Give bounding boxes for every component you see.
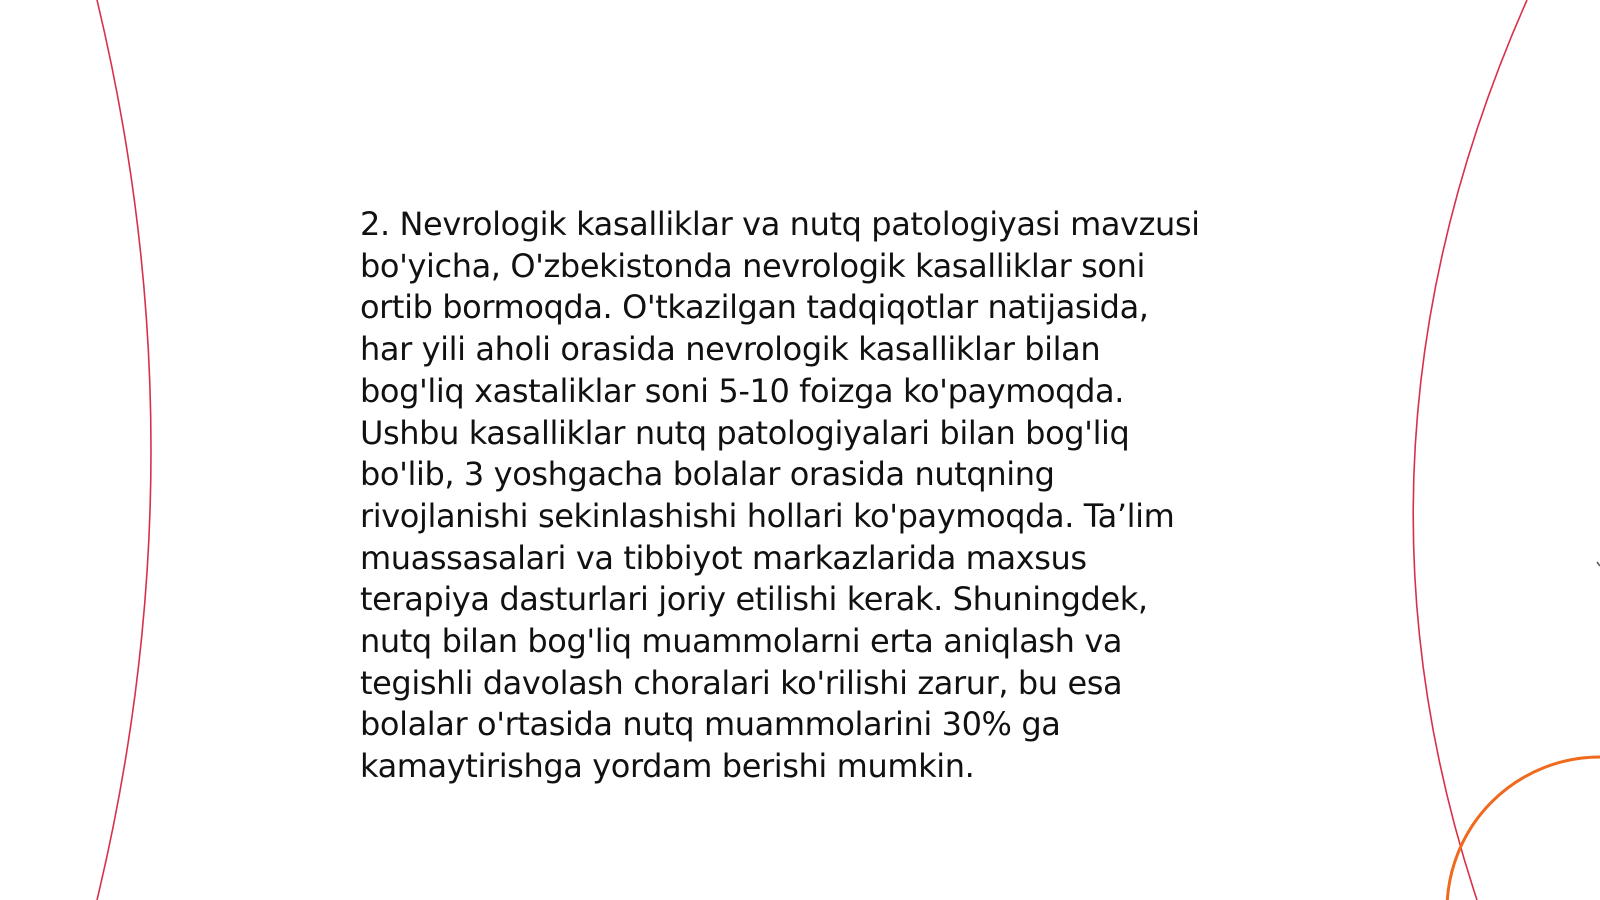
paragraph-line: kamaytirishga yordam berishi mumkin. [360, 747, 975, 786]
paragraph-line: har yili aholi orasida nevrologik kasalliklar bilan [360, 330, 1101, 369]
paragraph-line: tegishli davolash choralari ko'rilishi zarur, bu esa [360, 663, 1123, 702]
left-arc-line [97, 0, 151, 900]
paragraph-line: bolalar o'rtasida nutq muammolarini 30% ga [360, 705, 1061, 744]
paragraph-line: 2. Nevrologik kasalliklar va nutq patologiyasi mavzusi [360, 205, 1200, 243]
paragraph-line: nutq bilan bog'liq muammolarni erta aniqlash va [360, 622, 1123, 661]
right-arc-line [1413, 0, 1527, 900]
paragraph-line: terapiya dasturlari joriy etilishi kerak. Shuningdek, [360, 580, 1148, 619]
paragraph-line: bo'yicha, O'zbekistonda nevrologik kasalliklar soni [360, 246, 1145, 285]
paragraph-line: bog'liq xastaliklar soni 5-10 foizga ko'paymoqda. [360, 371, 1124, 410]
paragraph-line: ortib bormoqda. O'tkazilgan tadqiqotlar natijasida, [360, 288, 1149, 327]
paragraph-line: muassasalari va tibbiyot markazlarida maxsus [360, 538, 1087, 577]
paragraph-line: rivojlanishi sekinlashishi hollari ko'paymoqda. Ta’lim [360, 496, 1175, 535]
paragraph-line: bo'lib, 3 yoshgacha bolalar orasida nutqning [360, 455, 1055, 494]
paragraph-line: Ushbu kasalliklar nutq patologiyalari bilan bog'liq [360, 413, 1130, 452]
slide-body-paragraph [360, 204, 1240, 788]
